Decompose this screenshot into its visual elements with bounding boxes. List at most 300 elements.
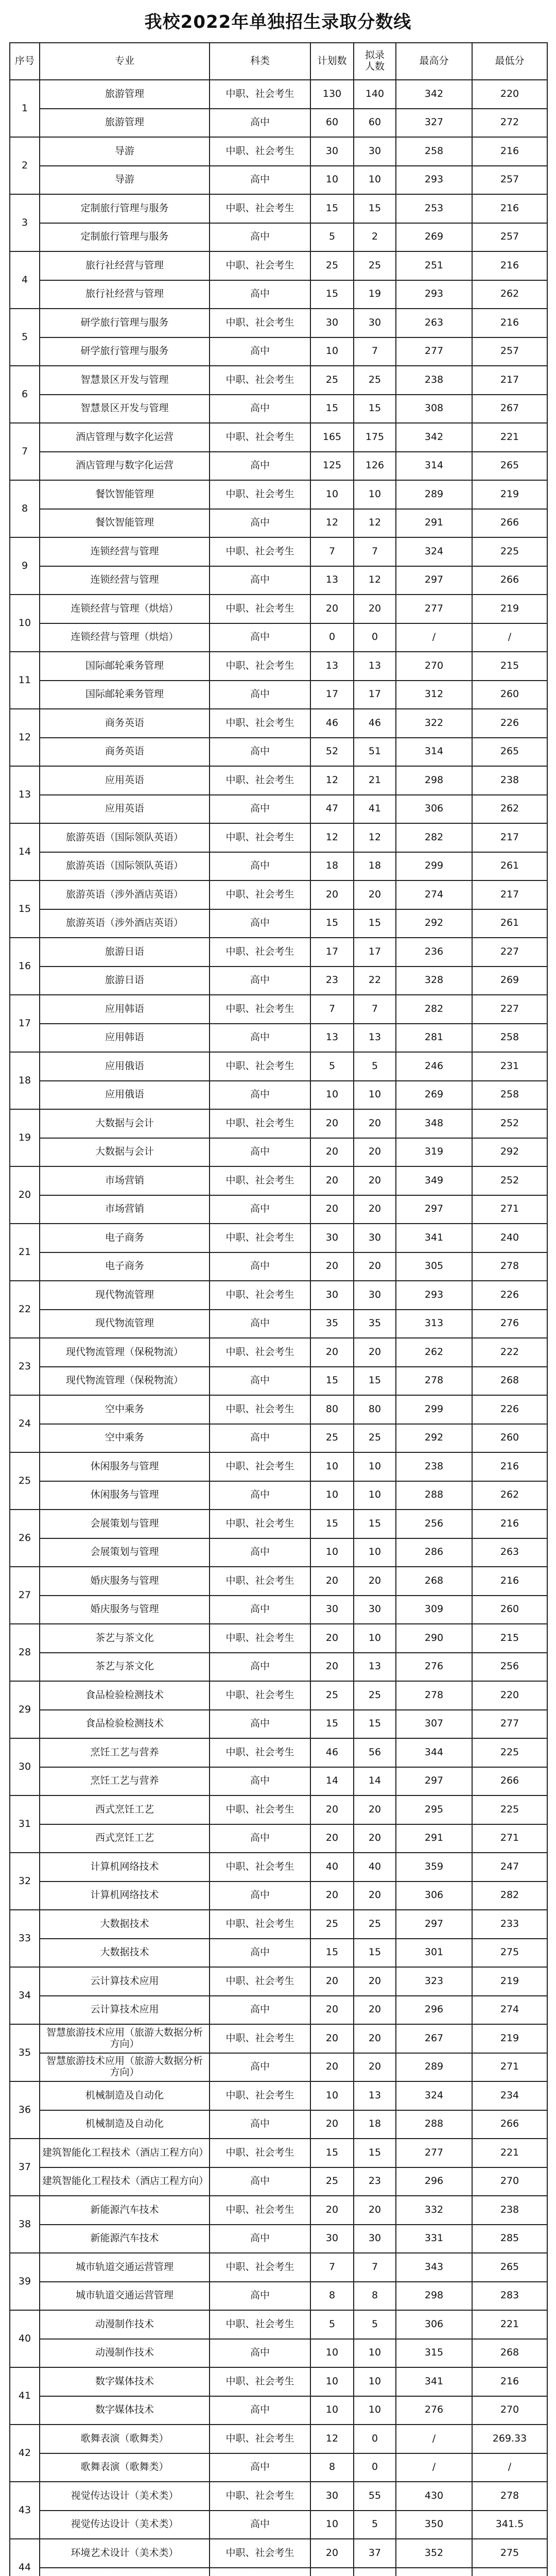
admitted-cell: 140 [354,80,396,109]
seq-cell: 17 [10,995,40,1052]
min-score-cell: 266 [472,1767,547,1796]
max-score-cell: 349 [396,1166,472,1195]
admitted-cell: 12 [354,566,396,595]
plan-cell: 20 [310,2053,354,2082]
admitted-cell: 17 [354,938,396,967]
major-cell: 视觉传达设计（美术类） [40,2482,210,2511]
table-row [10,1338,547,1367]
max-score-cell: 305 [396,1252,472,1281]
admitted-cell: 7 [354,2253,396,2282]
major-cell: 休闲服务与管理 [40,1452,210,1481]
plan-cell: 20 [310,1824,354,1853]
admitted-cell: 10 [354,1452,396,1481]
admitted-cell: 13 [354,2081,396,2110]
min-score-cell: 220 [472,1681,547,1710]
category-cell: 高中 [210,1653,310,1682]
min-score-cell: / [472,623,547,652]
category-cell: 高中 [210,1081,310,1110]
category-cell: 中职、社会考生 [210,1452,310,1481]
plan-cell: 20 [310,1109,354,1138]
min-score-cell: 227 [472,938,547,967]
table-row [10,537,547,566]
admitted-cell: 30 [354,2225,396,2253]
min-score-cell: 261 [472,909,547,938]
major-cell: 烹饪工艺与营养 [40,1738,210,1767]
seq-cell: 34 [10,1967,40,2024]
max-score-cell: 331 [396,2225,472,2253]
admitted-cell: 15 [354,1510,396,1538]
seq-cell: 1 [10,80,40,137]
seq-cell: 39 [10,2253,40,2310]
max-score-cell: 262 [396,1338,472,1367]
plan-cell: 17 [310,681,354,709]
seq-cell: 41 [10,2367,40,2425]
max-score-cell: 292 [396,909,472,938]
min-score-cell: 269.33 [472,2425,547,2453]
seq-cell: 12 [10,709,40,766]
table-row [10,766,547,795]
plan-cell: 14 [310,1767,354,1796]
min-score-cell: 278 [472,2482,547,2511]
min-score-cell: 258 [472,1081,547,1110]
table-row [10,1538,547,1567]
admitted-cell: 20 [354,1252,396,1281]
max-score-cell: 268 [396,1567,472,1596]
major-cell: 市场营销 [40,1166,210,1195]
category-cell: 中职、社会考生 [210,2139,310,2167]
table-row [10,1052,547,1081]
max-score-cell: 314 [396,738,472,767]
admitted-cell: 25 [354,366,396,395]
seq-cell: 37 [10,2139,40,2196]
category-cell: 高中 [210,1138,310,1167]
max-score-cell: 297 [396,1195,472,1224]
category-cell: 高中 [210,738,310,767]
min-score-cell: 217 [472,366,547,395]
major-cell: 导游 [40,166,210,195]
max-score-cell: 299 [396,1395,472,1424]
category-cell: 中职、社会考生 [210,1910,310,1939]
category-cell: 中职、社会考生 [210,652,310,681]
max-score-cell: 251 [396,251,472,280]
min-score-cell: 262 [472,1481,547,1510]
category-cell: 中职、社会考生 [210,366,310,395]
min-score-cell: 221 [472,2139,547,2167]
table-row [10,1596,547,1624]
seq-cell: 25 [10,1452,40,1510]
category-cell: 中职、社会考生 [210,1853,310,1882]
min-score-cell: 285 [472,2225,547,2253]
category-cell: 中职、社会考生 [210,1738,310,1767]
category-cell: 高中 [210,2339,310,2368]
major-cell: 应用俄语 [40,1052,210,1081]
table-row [10,337,547,366]
admitted-cell: 19 [354,280,396,309]
header-max-score: 最高分 [396,43,472,80]
max-score-cell: / [396,2453,472,2482]
max-score-cell: 322 [396,709,472,738]
plan-cell: 165 [310,423,354,452]
min-score-cell: 260 [472,1424,547,1453]
min-score-cell: 266 [472,509,547,538]
max-score-cell: 297 [396,1767,472,1796]
page-title: 我校2022年单独招生录取分数线 [144,11,412,32]
min-score-cell: 275 [472,1939,547,1968]
max-score-cell: 297 [396,566,472,595]
min-score-cell: 222 [472,1338,547,1367]
max-score-cell: 350 [396,2511,472,2539]
max-score-cell: 343 [396,2253,472,2282]
major-cell: 现代物流管理（保税物流） [40,1338,210,1367]
major-cell: 商务英语 [40,709,210,738]
seq-cell: 40 [10,2310,40,2367]
admitted-cell: 20 [354,1567,396,1596]
table-row [10,2253,547,2282]
major-cell: 餐饮智能管理 [40,509,210,538]
min-score-cell: 240 [472,1224,547,1252]
category-cell: 中职、社会考生 [210,2482,310,2511]
seq-cell: 21 [10,1224,40,1281]
plan-cell: 20 [310,1795,354,1824]
admitted-cell: 13 [354,1024,396,1053]
table-row [10,1024,547,1053]
category-cell: 高中 [210,1710,310,1739]
table-row [10,1224,547,1252]
plan-cell: 10 [310,2081,354,2110]
seq-cell: 22 [10,1281,40,1338]
major-cell: 大数据与会计 [40,1109,210,1138]
min-score-cell: 278 [472,1252,547,1281]
major-cell: 计算机网络技术 [40,1882,210,1910]
plan-cell: 20 [310,2110,354,2139]
admitted-cell: 30 [354,137,396,166]
admitted-cell: 15 [354,909,396,938]
major-cell: 旅游英语（国际领队英语） [40,852,210,881]
category-cell: 中职、社会考生 [210,423,310,452]
plan-cell: 10 [310,2511,354,2539]
category-cell: 中职、社会考生 [210,1795,310,1824]
major-cell: 连锁经营与管理 [40,537,210,566]
plan-cell: 20 [310,1624,354,1653]
admitted-cell: 8 [354,2282,396,2311]
plan-cell: 25 [310,366,354,395]
table-row [10,2339,547,2368]
major-cell: 会展策划与管理 [40,1538,210,1567]
category-cell: 高中 [210,681,310,709]
admitted-cell: 13 [354,652,396,681]
min-score-cell: 271 [472,1195,547,1224]
max-score-cell: 293 [396,280,472,309]
min-score-cell: 266 [472,566,547,595]
table-row [10,2225,547,2253]
plan-cell: 12 [310,823,354,852]
min-score-cell: 274 [472,1996,547,2025]
major-cell: 婚庆服务与管理 [40,1567,210,1596]
seq-cell: 26 [10,1510,40,1567]
major-cell: 西式烹饪工艺 [40,1824,210,1853]
min-score-cell: 227 [472,995,547,1024]
major-cell: 动漫制作技术 [40,2339,210,2368]
admitted-cell: 10 [354,1481,396,1510]
plan-cell: 15 [310,395,354,423]
major-cell: 机械制造及自动化 [40,2110,210,2139]
max-score-cell: 306 [396,1882,472,1910]
max-score-cell: 253 [396,194,472,223]
major-cell: 会展策划与管理 [40,1510,210,1538]
admitted-cell: 30 [354,309,396,337]
min-score-cell: 265 [472,452,547,481]
table-row [10,1510,547,1538]
plan-cell: 15 [310,194,354,223]
major-cell: 应用英语 [40,766,210,795]
min-score-cell: 221 [472,423,547,452]
plan-cell: 30 [310,2482,354,2511]
admitted-cell: 0 [354,2425,396,2453]
table-row [10,566,547,595]
category-cell: 高中 [210,1024,310,1053]
major-cell: 旅行社经营与管理 [40,280,210,309]
admitted-cell: 7 [354,337,396,366]
major-cell: 连锁经营与管理 [40,566,210,595]
max-score-cell: 307 [396,1710,472,1739]
plan-cell: 10 [310,1481,354,1510]
admitted-cell: 18 [354,2110,396,2139]
min-score-cell: 226 [472,1395,547,1424]
category-cell: 高中 [210,166,310,195]
admitted-cell: 20 [354,1195,396,1224]
table-row [10,1824,547,1853]
table-row [10,1166,547,1195]
min-score-cell: 217 [472,880,547,909]
min-score-cell: 226 [472,1281,547,1310]
min-score-cell: 219 [472,2024,547,2053]
min-score-cell: 265 [472,738,547,767]
max-score-cell: 288 [396,1481,472,1510]
min-score-cell: 282 [472,1882,547,1910]
table-row [10,137,547,166]
max-score-cell: 299 [396,852,472,881]
major-cell: 旅游管理 [40,109,210,138]
table-row [10,280,547,309]
plan-cell: 130 [310,80,354,109]
plan-cell: 60 [310,109,354,138]
admitted-cell: 15 [354,2139,396,2167]
plan-cell: 12 [310,2425,354,2453]
plan-cell [310,2568,354,2576]
header-seq: 序号 [10,43,40,80]
table-row [10,1252,547,1281]
major-cell: 市场营销 [40,1195,210,1224]
min-score-cell: 219 [472,595,547,623]
admitted-cell: 126 [354,452,396,481]
admitted-cell: 5 [354,1052,396,1081]
admitted-cell: 41 [354,795,396,824]
major-cell: 大数据与会计 [40,1138,210,1167]
table-row [10,1910,547,1939]
admitted-cell: 0 [354,623,396,652]
category-cell: 高中 [210,1596,310,1624]
admitted-cell: 20 [354,1795,396,1824]
plan-cell: 10 [310,166,354,195]
plan-cell: 20 [310,1996,354,2025]
category-cell: 中职、社会考生 [210,480,310,509]
plan-cell: 20 [310,1166,354,1195]
min-score-cell: 276 [472,1310,547,1338]
table-row [10,2053,547,2082]
admitted-cell: 10 [354,2367,396,2396]
category-cell: 中职、社会考生 [210,1967,310,1996]
plan-cell: 15 [310,2139,354,2167]
seq-cell: 31 [10,1795,40,1853]
category-cell: 中职、社会考生 [210,2081,310,2110]
max-score-cell: 315 [396,2339,472,2368]
max-score-cell: 341 [396,1224,472,1252]
seq-cell: 2 [10,137,40,194]
table-row [10,109,547,138]
seq-cell: 6 [10,366,40,423]
seq-cell: 29 [10,1681,40,1738]
admitted-cell: 20 [354,1338,396,1367]
category-cell: 高中 [210,1481,310,1510]
admitted-cell: 10 [354,1624,396,1653]
max-score-cell: 274 [396,880,472,909]
min-score-cell: 252 [472,1109,547,1138]
min-score-cell: 216 [472,137,547,166]
major-cell: 现代物流管理 [40,1281,210,1310]
category-cell: 中职、社会考生 [210,1624,310,1653]
category-cell: 中职、社会考生 [210,1052,310,1081]
plan-cell: 20 [310,1338,354,1367]
plan-cell: 125 [310,452,354,481]
table-row [10,1367,547,1396]
seq-cell: 11 [10,652,40,709]
min-score-cell: 256 [472,1653,547,1682]
min-score-cell: 219 [472,480,547,509]
table-row [10,1624,547,1653]
table-row [10,1481,547,1510]
plan-cell: 13 [310,652,354,681]
major-cell: 电子商务 [40,1252,210,1281]
max-score-cell: / [396,2425,472,2453]
table-row [10,1939,547,1968]
plan-cell: 7 [310,537,354,566]
header-plan: 计划数 [310,43,354,80]
admitted-cell: 55 [354,2482,396,2511]
max-score-cell: 276 [396,2396,472,2425]
category-cell: 中职、社会考生 [210,2253,310,2282]
table-row [10,852,547,881]
table-row [10,2167,547,2196]
admitted-cell: 10 [354,1538,396,1567]
admitted-cell: 10 [354,2396,396,2425]
max-score-cell: 306 [396,2310,472,2339]
max-score-cell: 344 [396,1738,472,1767]
min-score-cell: 216 [472,194,547,223]
table-row [10,223,547,252]
major-cell: 新能源汽车技术 [40,2225,210,2253]
major-cell: 婚庆服务与管理 [40,1596,210,1624]
max-score-cell: 289 [396,480,472,509]
category-cell: 中职、社会考生 [210,995,310,1024]
admitted-cell: 17 [354,681,396,709]
seq-cell: 13 [10,766,40,823]
plan-cell: 10 [310,337,354,366]
category-cell: 中职、社会考生 [210,766,310,795]
table-row [10,967,547,995]
plan-cell: 25 [310,2167,354,2196]
admitted-cell: 20 [354,1967,396,1996]
major-cell: 研学旅行管理与服务 [40,337,210,366]
seq-cell: 9 [10,537,40,595]
table-row [10,509,547,538]
plan-cell: 12 [310,509,354,538]
admitted-cell: 37 [354,2539,396,2568]
category-cell: 中职、社会考生 [210,2425,310,2453]
max-score-cell: 292 [396,1424,472,1453]
admitted-cell [354,2568,396,2576]
plan-cell: 5 [310,223,354,252]
max-score-cell: 301 [396,1939,472,1968]
category-cell: 高中 [210,2396,310,2425]
max-score-cell: 269 [396,223,472,252]
admitted-cell: 23 [354,2167,396,2196]
table-row [10,909,547,938]
table-row [10,2425,547,2453]
category-cell: 中职、社会考生 [210,2196,310,2225]
plan-cell: 30 [310,2225,354,2253]
table-row [10,80,547,109]
table-row [10,366,547,395]
max-score-cell: 246 [396,1052,472,1081]
admitted-cell: 10 [354,2339,396,2368]
major-cell: 歌舞表演（歌舞类） [40,2425,210,2453]
plan-cell: 13 [310,1024,354,1053]
major-cell: 云计算技术应用 [40,1996,210,2025]
category-cell: 高中 [210,1310,310,1338]
max-score-cell: 297 [396,1910,472,1939]
category-cell: 高中 [210,623,310,652]
plan-cell: 0 [310,623,354,652]
min-score-cell: 292 [472,1138,547,1167]
major-cell: 智慧旅游技术应用（旅游大数据分析方向） [40,2024,210,2053]
table-row [10,2568,547,2576]
seq-cell: 10 [10,595,40,652]
max-score-cell: 293 [396,166,472,195]
min-score-cell: 233 [472,1910,547,1939]
major-cell: 应用俄语 [40,1081,210,1110]
category-cell: 高中 [210,2053,310,2082]
category-cell: 中职、社会考生 [210,537,310,566]
major-cell: 智慧景区开发与管理 [40,395,210,423]
max-score-cell: 342 [396,80,472,109]
min-score-cell: 238 [472,766,547,795]
admitted-cell: 30 [354,1596,396,1624]
max-score-cell: 313 [396,1310,472,1338]
table-row [10,2081,547,2110]
plan-cell: 10 [310,1081,354,1110]
table-row [10,2511,547,2539]
table-row [10,709,547,738]
category-cell: 中职、社会考生 [210,80,310,109]
category-cell: 高中 [210,852,310,881]
table-row [10,1310,547,1338]
major-cell: 定制旅行管理与服务 [40,194,210,223]
admitted-cell: 20 [354,880,396,909]
plan-cell: 25 [310,251,354,280]
min-score-cell: 271 [472,1824,547,1853]
admitted-cell: 15 [354,1939,396,1968]
table-row [10,2024,547,2053]
